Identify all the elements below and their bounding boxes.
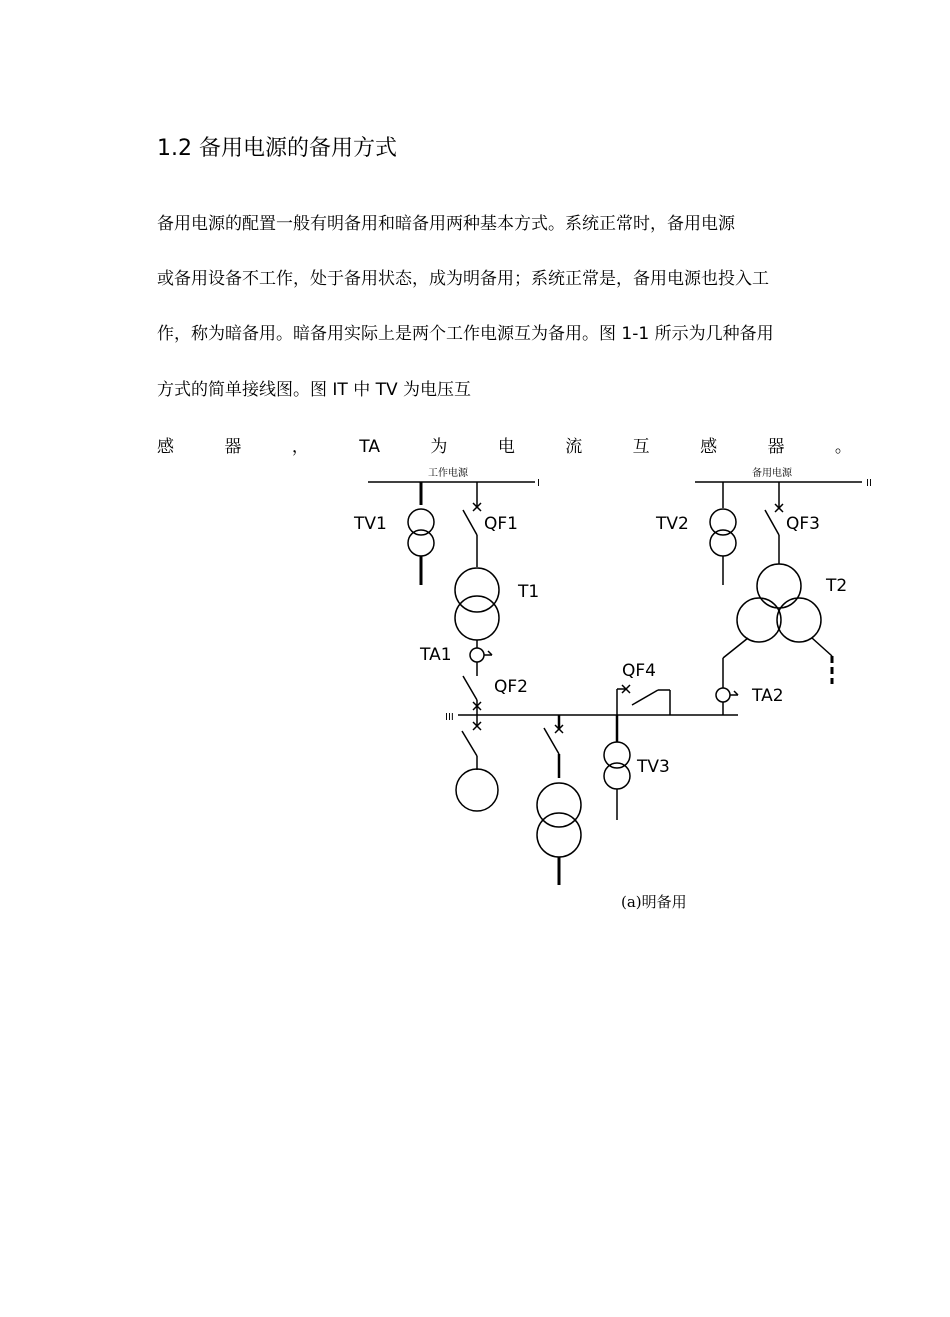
bus-bottom-numeral: III — [445, 712, 454, 723]
feeder-motor — [456, 715, 498, 811]
label-tv2: TV2 — [656, 514, 689, 534]
label-ta2: TA2 — [752, 686, 784, 706]
paragraph-line-3: 作，称为暗备用。暗备用实际上是两个工作电源互为备用。图 1-1 所示为几种备用 — [157, 324, 774, 344]
bus-left-numeral: I — [537, 478, 540, 489]
justified-char: ， — [291, 437, 309, 457]
qf3-switch — [765, 482, 783, 564]
justified-char: 电 — [497, 437, 515, 457]
ta1-symbol — [470, 648, 492, 662]
t2-transformer — [723, 564, 832, 688]
label-ta1: TA1 — [420, 645, 452, 665]
justified-char: TA — [359, 437, 380, 457]
label-tv1: TV1 — [354, 514, 387, 534]
label-t2: T2 — [826, 576, 848, 596]
justified-char: 感 — [700, 437, 718, 457]
justified-char: 为 — [430, 437, 448, 457]
label-qf3: QF3 — [786, 514, 820, 534]
feeder-transformer — [537, 715, 581, 885]
tv3-symbol — [604, 715, 630, 820]
bus-left-title: 工作电源 — [428, 468, 468, 479]
figure-caption: (a)明备用 — [621, 893, 687, 911]
tv2-symbol — [710, 482, 736, 585]
justified-char: 感 — [157, 437, 174, 457]
qf2-switch — [463, 662, 481, 715]
justified-char: 器 — [767, 437, 785, 457]
section-heading: 1.2 备用电源的备用方式 — [157, 136, 397, 161]
label-t1: T1 — [518, 582, 540, 602]
justified-char: 器 — [224, 437, 242, 457]
bus-right-title: 备用电源 — [752, 468, 792, 479]
tv1-symbol — [408, 482, 434, 585]
ta2-symbol — [716, 688, 738, 715]
justified-char: 。 — [834, 437, 852, 457]
qf1-switch — [463, 482, 481, 567]
label-qf2: QF2 — [494, 677, 528, 697]
label-tv3: TV3 — [637, 757, 670, 777]
qf4-switch — [617, 685, 670, 715]
paragraph-line-1: 备用电源的配置一般有明备用和暗备用两种基本方式。系统正常时，备用电源 — [157, 214, 735, 234]
label-qf4: QF4 — [622, 661, 656, 681]
paragraph-line-4: 方式的简单接线图。图 IT 中 TV 为电压互 — [157, 380, 472, 400]
t1-transformer — [455, 568, 499, 648]
label-qf1: QF1 — [484, 514, 518, 534]
bus-right-numeral: II — [866, 478, 872, 489]
justified-char: 流 — [565, 437, 583, 457]
paragraph-line-2: 或备用设备不工作，处于备用状态，成为明备用；系统正常是，备用电源也投入工 — [157, 269, 769, 289]
justified-char: 互 — [632, 437, 650, 457]
